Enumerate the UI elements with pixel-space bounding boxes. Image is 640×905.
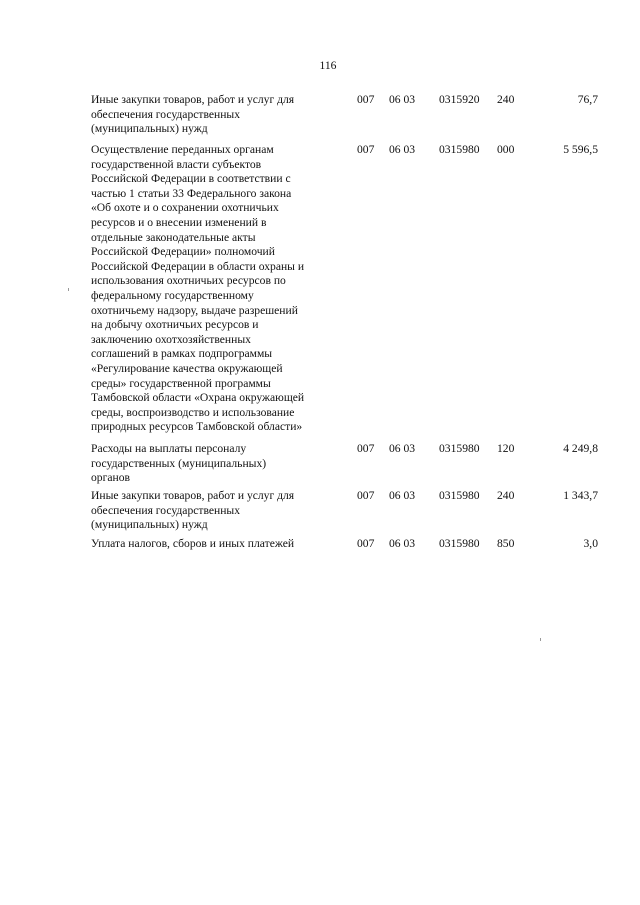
row-description bbox=[91, 489, 346, 533]
row-description-line: охотничьему надзору, выдаче разрешений bbox=[91, 303, 298, 317]
amount: 5 596,5 bbox=[563, 143, 598, 156]
target-code: 0315980 bbox=[439, 537, 480, 550]
row-description-line: заключению охотхозяйственных bbox=[91, 332, 251, 346]
target-code: 0315980 bbox=[439, 442, 480, 455]
row-description-line: Тамбовской области «Охрана окружающей bbox=[91, 391, 305, 405]
row-description bbox=[91, 143, 346, 435]
row-description-line: соглашений в рамках подпрограммы bbox=[91, 347, 273, 361]
row-description-line: (муниципальных) нужд bbox=[91, 122, 208, 136]
target-code: 0315980 bbox=[439, 489, 480, 502]
section-code: 06 03 bbox=[389, 537, 416, 550]
expense-type-code: 240 bbox=[497, 93, 515, 106]
row-description-line: (муниципальных) нужд bbox=[91, 518, 208, 532]
amount: 3,0 bbox=[583, 537, 598, 550]
admin-code: 007 bbox=[357, 442, 375, 455]
admin-code: 007 bbox=[357, 537, 375, 550]
row-description-line: использования охотничьих ресурсов по bbox=[91, 274, 286, 288]
page-number: 116 bbox=[319, 59, 337, 72]
row-description-line: ресурсов и о внесении изменений в bbox=[91, 215, 267, 229]
amount: 4 249,8 bbox=[563, 442, 598, 455]
admin-code: 007 bbox=[357, 143, 375, 156]
section-code: 06 03 bbox=[389, 143, 416, 156]
expense-type-code: 240 bbox=[497, 489, 515, 502]
row-description-line: федеральному государственному bbox=[91, 288, 254, 302]
admin-code: 007 bbox=[357, 93, 375, 106]
row-description-line: частью 1 статьи 33 Федерального закона bbox=[91, 186, 292, 200]
section-code: 06 03 bbox=[389, 93, 416, 106]
scan-speck bbox=[68, 288, 69, 291]
scan-speck bbox=[540, 638, 541, 641]
row-description-line: Российской Федерации в области охраны и bbox=[91, 259, 305, 273]
row-description-line: Российской Федерации» полномочий bbox=[91, 245, 275, 259]
row-description-line: «Регулирование качества окружающей bbox=[91, 361, 283, 375]
row-description-line: Осуществление переданных органам bbox=[91, 143, 274, 156]
row-description-line: отдельные законодательные акты bbox=[91, 230, 256, 244]
amount: 76,7 bbox=[577, 93, 598, 106]
expense-type-code: 850 bbox=[497, 537, 515, 550]
row-description-line: государственных (муниципальных) bbox=[91, 456, 267, 470]
row-description bbox=[91, 93, 346, 137]
row-description-line: Иные закупки товаров, работ и услуг для bbox=[91, 93, 295, 106]
row-description-line: «Об охоте и о сохранении охотничьих bbox=[91, 201, 279, 215]
row-description-line: органов bbox=[91, 471, 130, 485]
target-code: 0315980 bbox=[439, 143, 480, 156]
target-code: 0315920 bbox=[439, 93, 480, 106]
row-description-line: Иные закупки товаров, работ и услуг для bbox=[91, 489, 295, 502]
expense-type-code: 000 bbox=[497, 143, 515, 156]
amount: 1 343,7 bbox=[563, 489, 598, 502]
row-description-line: природных ресурсов Тамбовской области» bbox=[91, 420, 303, 434]
row-description-line: Российской Федерации в соответствии с bbox=[91, 172, 291, 186]
admin-code: 007 bbox=[357, 489, 375, 502]
row-description-line: на добычу охотничьих ресурсов и bbox=[91, 318, 259, 332]
row-description bbox=[91, 537, 346, 552]
row-description-line: государственной власти субъектов bbox=[91, 157, 262, 171]
row-description-line: Уплата налогов, сборов и иных платежей bbox=[91, 537, 295, 550]
row-description-line: среды, воспроизводство и использование bbox=[91, 405, 295, 419]
row-description-line: обеспечения государственных bbox=[91, 503, 241, 517]
row-description bbox=[91, 442, 346, 486]
row-description-line: среды» государственной программы bbox=[91, 376, 271, 390]
row-description-line: обеспечения государственных bbox=[91, 107, 241, 121]
section-code: 06 03 bbox=[389, 489, 416, 502]
section-code: 06 03 bbox=[389, 442, 416, 455]
expense-type-code: 120 bbox=[497, 442, 515, 455]
row-description-line: Расходы на выплаты персоналу bbox=[91, 442, 247, 455]
